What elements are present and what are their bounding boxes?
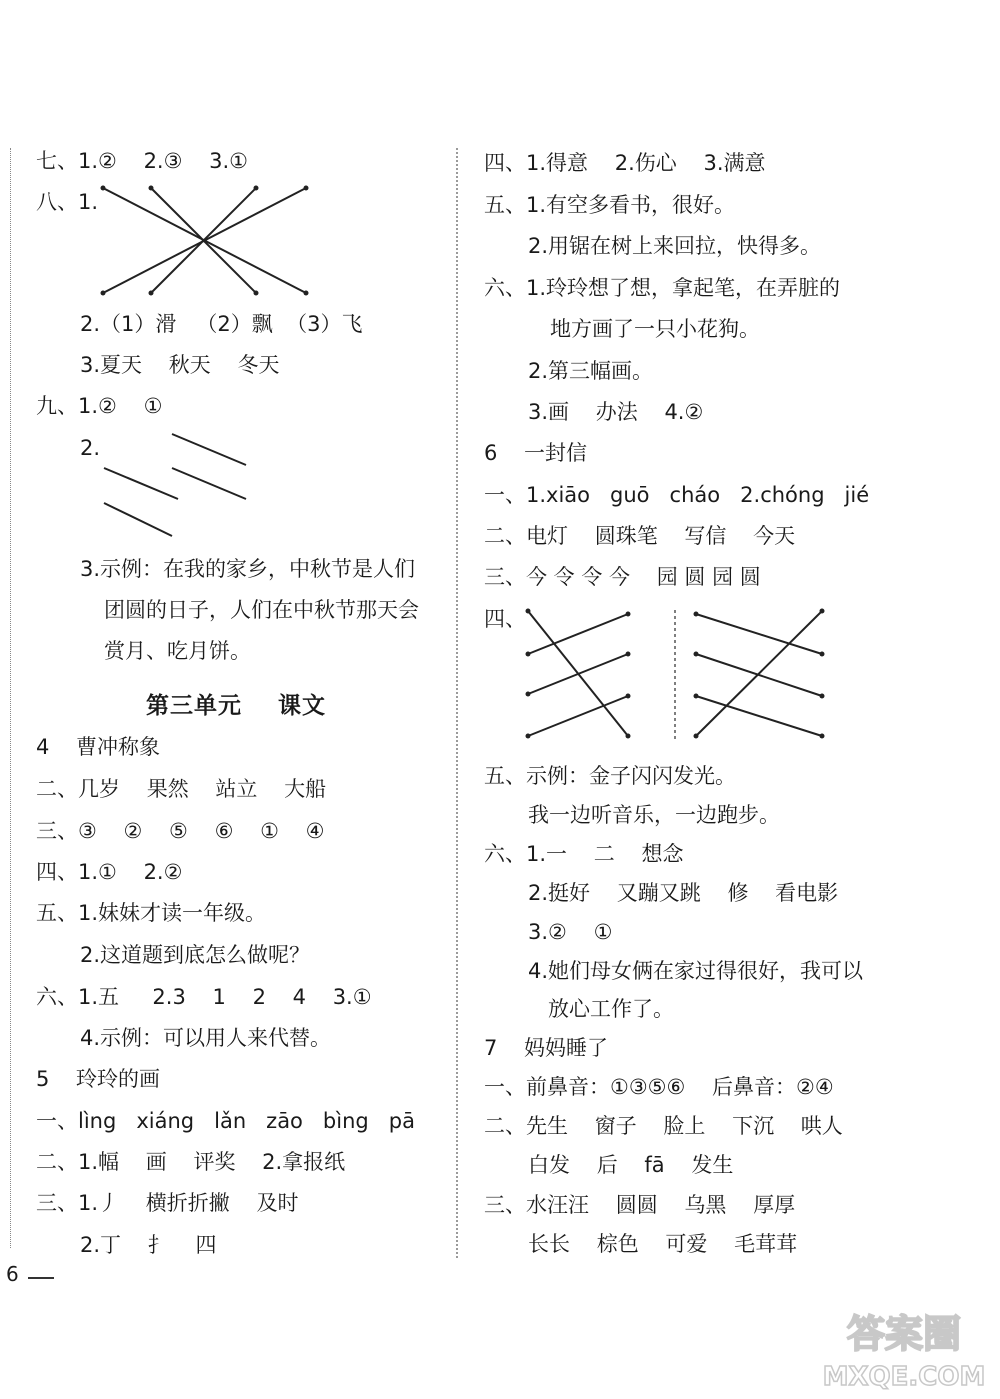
lesson5-answer-3-1: 三、1.丿 横折折撇 及时 — [36, 1191, 299, 1215]
lesson7-answer-3-line1: 三、水汪汪 圆圆 乌黑 厚厚 — [484, 1193, 796, 1217]
lesson5-answer-1: 一、lìng xiáng lǎn zāo bìng pā — [36, 1109, 415, 1133]
left-margin-rule — [10, 148, 11, 1248]
r-answer-5-2: 2.用锯在树上来回拉，快得多。 — [528, 234, 822, 258]
lesson6-answer-4-label: 四、 — [484, 607, 526, 631]
page-number-rule — [28, 1277, 54, 1279]
r-answer-5-1: 五、1.有空多看书，很好。 — [484, 193, 736, 217]
lesson6-answer-2: 二、电灯 圆珠笔 写信 今天 — [484, 524, 796, 548]
r-answer-6-1-line2: 地方画了一只小花狗。 — [550, 317, 760, 341]
lesson6-answer-6-3: 3.② ① — [528, 920, 613, 944]
answer-8-1-label: 八、1. — [36, 190, 99, 214]
lesson6-answer-3: 三、今 令 令 今 园 圆 园 圆 — [484, 565, 761, 589]
lesson6-answer-1: 一、1.xiāo guō cháo 2.chóng jié — [484, 483, 870, 507]
lesson6-answer-6-4-line2: 放心工作了。 — [548, 997, 674, 1021]
lesson6-answer-5-line2: 我一边听音乐，一边跑步。 — [528, 803, 780, 827]
svg-text:答案圈: 答案圈 — [846, 1312, 962, 1356]
lesson6-answer-6-2: 2.挺好 又蹦又跳 修 看电影 — [528, 881, 839, 905]
r-answer-6-2: 2.第三幅画。 — [528, 359, 654, 383]
lesson4-answer-6: 六、1.五 2.3 1 2 4 3.① — [36, 985, 372, 1009]
matching-diagram-8-1 — [96, 180, 316, 300]
page-number: 6 — [6, 1262, 19, 1286]
lesson5-answer-3-2: 2.丁 扌 四 — [80, 1233, 217, 1257]
lesson7-answer-1: 一、前鼻音：①③⑤⑥ 后鼻音：②④ — [484, 1075, 834, 1099]
lesson7-answer-2-line2: 白发 后 fā 发生 — [528, 1153, 734, 1177]
lesson6-answer-5-line1: 五、示例：金子闪闪发光。 — [484, 764, 736, 788]
matching-diagram-9-2 — [98, 428, 258, 548]
answer-7: 七、1.② 2.③ 3.① — [36, 149, 248, 173]
answer-8-3: 3.夏天 秋天 冬天 — [80, 353, 280, 377]
svg-text:MXQE.COM: MXQE.COM — [822, 1362, 986, 1392]
lesson6-answer-6-4-line1: 4.她们母女俩在家过得很好，我可以 — [528, 959, 864, 983]
lesson-5-title: 5 玲玲的画 — [36, 1067, 161, 1091]
lesson4-answer-2: 二、几岁 果然 站立 大船 — [36, 777, 327, 801]
watermark-logo — [820, 1305, 990, 1393]
lesson7-answer-3-line2: 长长 棕色 可爱 毛茸茸 — [528, 1232, 798, 1256]
lesson-4-title: 4 曹冲称象 — [36, 735, 161, 759]
unit-title: 第三单元 课文 — [146, 693, 327, 719]
lesson6-answer-6-1: 六、1.一 二 想念 — [484, 842, 684, 866]
lesson4-answer-3: 三、③ ② ⑤ ⑥ ① ④ — [36, 819, 325, 843]
lesson4-answer-5-2: 2.这道题到底怎么做呢？ — [80, 943, 311, 967]
answer-9-1: 九、1.② ① — [36, 394, 163, 418]
answer-9-3-line1: 3.示例：在我的家乡，中秋节是人们 — [80, 557, 416, 581]
answer-8-2: 2.（1）滑 （2）飘 （3）飞 — [80, 312, 363, 336]
lesson5-answer-2: 二、1.幅 画 评奖 2.拿报纸 — [36, 1150, 346, 1174]
lesson4-answer-5-1: 五、1.妹妹才读一年级。 — [36, 901, 267, 925]
lesson4-answer-4: 四、1.① 2.② — [36, 860, 183, 884]
matching-diagram-6-4 — [520, 606, 832, 746]
r-answer-6-3: 3.画 办法 4.② — [528, 400, 704, 424]
lesson-7-title: 7 妈妈睡了 — [484, 1036, 609, 1060]
answer-9-3-line2: 团圆的日子，人们在中秋节那天会 — [104, 598, 419, 622]
column-divider — [456, 148, 458, 1258]
answer-9-3-line3: 赏月、吃月饼。 — [104, 639, 251, 663]
r-answer-4: 四、1.得意 2.伤心 3.满意 — [484, 151, 766, 175]
lesson7-answer-2-line1: 二、先生 窗子 脸上 下沉 哄人 — [484, 1114, 843, 1138]
answer-9-2-label: 2. — [80, 436, 101, 460]
lesson4-answer-6-4: 4.示例：可以用人来代替。 — [80, 1026, 332, 1050]
r-answer-6-1-line1: 六、1.玲玲想了想，拿起笔，在弄脏的 — [484, 276, 841, 300]
lesson-6-title: 6 一封信 — [484, 441, 588, 465]
